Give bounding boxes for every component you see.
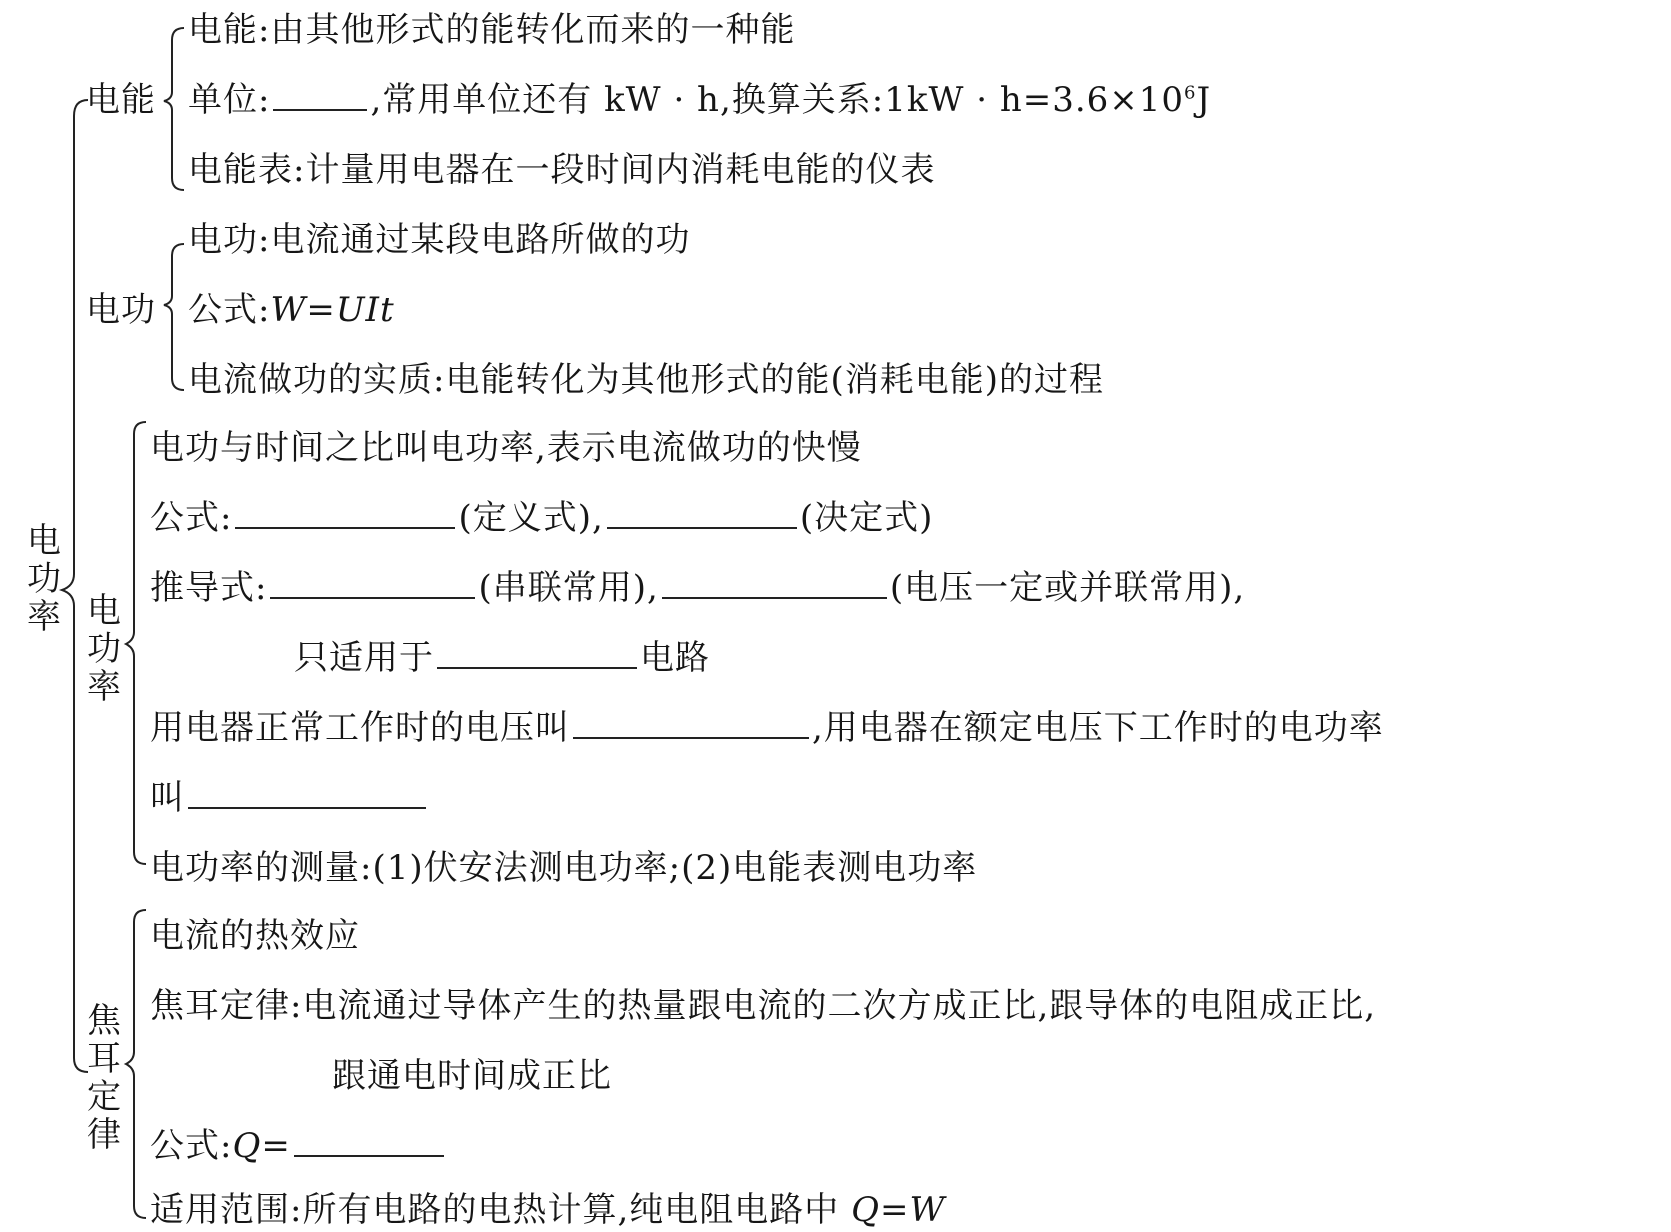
energy-brace <box>164 28 184 190</box>
joule-formula: Q= <box>232 1126 291 1166</box>
joule-scope-text: 适用范围:所有电路的电热计算,纯电阻电路中 <box>150 1190 840 1230</box>
energy-unit-line <box>188 78 1211 122</box>
unit-conversion: ,常用单位还有 kW · h,换算关系:1kW · h=3.6×10 <box>370 80 1185 120</box>
unit-prefix: 单位: <box>188 80 271 120</box>
power-brace <box>126 422 146 864</box>
root-label: 电功率 <box>27 521 61 637</box>
derived-formula-line <box>150 566 1245 610</box>
definition-formula-note: (定义式), <box>458 498 604 538</box>
joule-law-line: 焦耳定律:电流通过导体产生的热量跟电流的二次方成正比,跟导体的电阻成正比, <box>150 986 1377 1026</box>
heating-effect-line: 电流的热效应 <box>150 916 360 956</box>
joule-formula-line <box>150 1124 447 1168</box>
circuit-type-blank[interactable] <box>437 637 637 669</box>
rated-power-call: 叫 <box>150 778 185 818</box>
energy-definition: 电能:由其他形式的能转化而来的一种能 <box>188 10 796 50</box>
power-formula-prefix: 公式: <box>150 498 233 538</box>
rated-voltage-line <box>150 706 1384 750</box>
power-label: 电功率 <box>87 591 121 707</box>
series-note: (串联常用), <box>478 568 659 608</box>
rated-power-blank[interactable] <box>188 777 426 809</box>
power-measurement-line: 电功率的测量:(1)伏安法测电功率;(2)电能表测电功率 <box>150 848 978 888</box>
power-formula-line <box>150 496 933 540</box>
parallel-formula-blank[interactable] <box>662 567 887 599</box>
joule-label: 焦耳定律 <box>87 1001 121 1155</box>
joule-law-continuation: 跟通电时间成正比 <box>332 1056 612 1096</box>
energy-label: 电能 <box>86 80 156 120</box>
joule-formula-blank[interactable] <box>294 1125 444 1157</box>
rated-voltage-prefix: 用电器正常工作时的电压叫 <box>150 708 570 748</box>
work-formula-line <box>188 288 395 332</box>
applicability-line <box>294 636 710 680</box>
unit-exponent: 6 <box>1184 82 1197 104</box>
rated-power-prefix: ,用电器在额定电压下工作时的电功率 <box>812 708 1384 748</box>
rated-voltage-blank[interactable] <box>573 707 809 739</box>
series-formula-blank[interactable] <box>270 567 475 599</box>
work-formula: W=UIt <box>270 290 395 330</box>
work-brace <box>164 244 184 390</box>
work-formula-prefix: 公式: <box>188 290 271 330</box>
derived-prefix: 推导式: <box>150 568 268 608</box>
unit-joule: J <box>1196 80 1212 120</box>
joule-scope-line <box>150 1188 945 1232</box>
joule-formula-prefix: 公式: <box>150 1126 233 1166</box>
applicability-suffix: 电路 <box>640 638 710 678</box>
work-definition: 电功:电流通过某段电路所做的功 <box>188 220 691 260</box>
determining-formula-blank[interactable] <box>607 497 797 529</box>
joule-scope-formula: Q=W <box>851 1190 946 1230</box>
rated-power-line <box>150 776 429 820</box>
power-definition: 电功与时间之比叫电功率,表示电流做功的快慢 <box>150 428 862 468</box>
applicability-prefix: 只适用于 <box>294 638 434 678</box>
work-essence-line: 电流做功的实质:电能转化为其他形式的能(消耗电能)的过程 <box>188 360 1104 400</box>
joule-brace <box>126 910 146 1218</box>
determining-formula-note: (决定式) <box>799 498 934 538</box>
definition-formula-blank[interactable] <box>235 497 455 529</box>
work-label: 电功 <box>86 290 156 330</box>
parallel-note: (电压一定或并联常用), <box>889 568 1246 608</box>
unit-blank[interactable] <box>273 79 367 111</box>
energy-meter-line: 电能表:计量用电器在一段时间内消耗电能的仪表 <box>188 150 936 190</box>
root-brace <box>62 100 88 1072</box>
